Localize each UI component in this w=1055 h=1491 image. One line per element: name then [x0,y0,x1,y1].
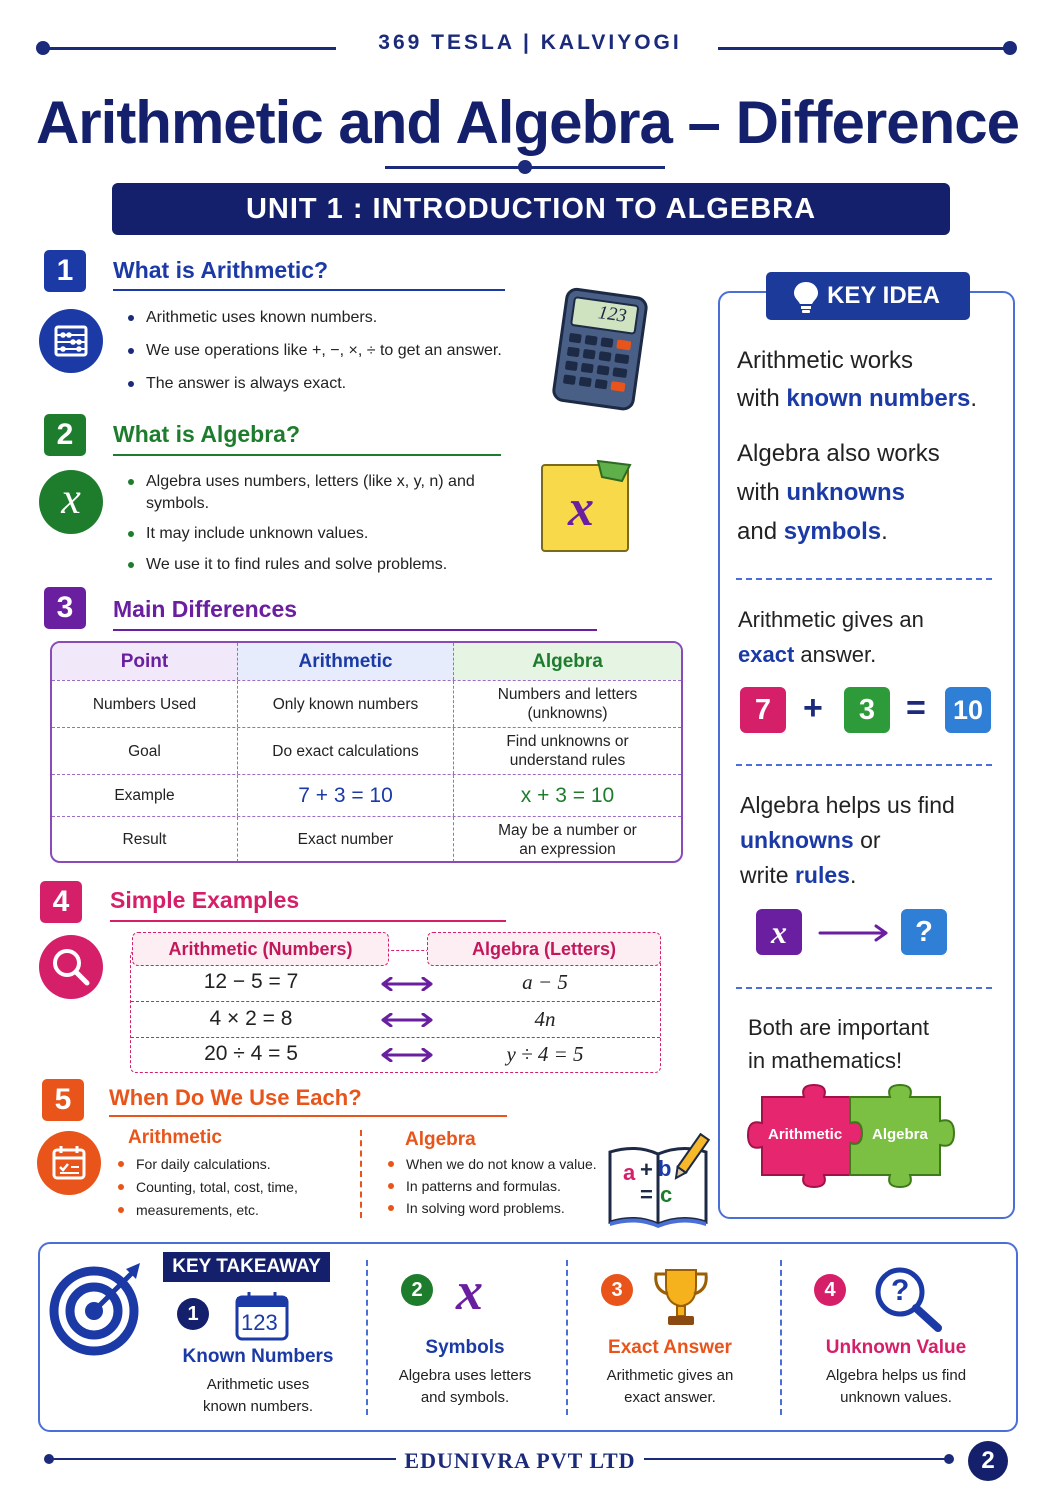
target-icon [48,1257,148,1357]
key-idea-p5: Both are important in mathematics! [748,1015,929,1073]
brand: 369 TESLA | KALVIYOGI [378,31,682,54]
list-item: Arithmetic uses known numbers. [122,307,562,329]
double-arrow-icon [381,1048,433,1062]
example-arithmetic: 20 ÷ 4 = 5 [204,1042,298,1065]
examples-head-arithmetic: Arithmetic (Numbers) [132,932,389,966]
section-1-title: What is Arithmetic? [113,257,329,283]
section-2-list [122,471,502,587]
book-pencil-icon [606,1132,712,1228]
differences-table [50,641,683,863]
use-arithmetic-title: Arithmetic [128,1127,222,1148]
examples-head-algebra: Algebra (Letters) [427,932,661,966]
takeaway-2-title: Symbols [425,1337,505,1358]
equation-three: 3 [844,687,890,733]
section-2-number: 2 [44,414,86,456]
list-item: Counting, total, cost, time, [112,1176,352,1198]
equation-plus: + [803,689,823,727]
takeaway-2-number: 2 [401,1274,433,1306]
table-cell: Result [52,817,238,862]
book-eq: = [640,1182,653,1207]
abacus-icon [39,309,103,373]
footer-company: EDUNIVRA PVT LTD [404,1448,636,1473]
list-item: The answer is always exact. [122,373,562,395]
table-cell: Goal [52,728,238,774]
calculator-icon [548,287,650,412]
section-3-rule [113,629,597,631]
magnifier-icon [39,935,103,999]
book-b: b [658,1156,672,1181]
use-divider [360,1130,362,1218]
symbol-x-icon: x [456,1261,483,1321]
takeaway-4-title: Unknown Value [825,1337,967,1358]
section-2-title: What is Algebra? [113,421,300,447]
key-idea-p4: Algebra helps us find unknowns or write rules. [740,792,955,888]
example-algebra: y ÷ 4 = 5 [506,1042,584,1066]
table-cell: x + 3 = 10 [520,784,615,807]
table-cell: May be a number or an expression [498,821,637,858]
takeaway-1 [178,1346,338,1418]
key-idea-title: KEY IDEA [766,272,970,320]
example-arithmetic: 4 × 2 = 8 [209,1007,293,1030]
book-plus: + [640,1157,653,1182]
question-mark: ? [891,1274,910,1307]
double-arrow-icon [381,1013,433,1027]
list-item: We use it to find rules and solve problems. [122,554,502,576]
table-cell: Only known numbers [238,681,454,727]
table-cell: Exact number [238,817,454,862]
table-header-algebra: Algebra [454,643,681,680]
table-cell: Find unknowns or understand rules [506,733,629,769]
calendar-icon [37,1131,101,1195]
variable-x-icon: x [39,470,103,534]
calendar-123-text: 123 [241,1310,278,1335]
section-3-number: 3 [44,587,86,629]
trophy-icon [652,1266,710,1328]
section-1-number: 1 [44,250,86,292]
list-item: In solving word problems. [382,1197,612,1219]
unknown-tile: ? [901,909,947,955]
section-5-rule [109,1115,507,1117]
sticky-note-icon [538,455,634,555]
table-cell: Numbers Used [52,681,238,727]
takeaway-3-desc: Arithmetic gives an exact answer. [606,1367,734,1406]
header-rule-left [44,47,336,50]
use-algebra-list [382,1153,612,1230]
takeaway-divider [566,1260,568,1415]
example-arithmetic: 12 − 5 = 7 [203,970,299,993]
section-3-title: Main Differences [113,596,298,622]
takeaway-divider [366,1260,368,1415]
table-header-point: Point [52,643,238,680]
table-header-arithmetic: Arithmetic [238,643,454,680]
takeaway-4 [806,1337,986,1409]
takeaway-divider [780,1260,782,1415]
key-idea-divider [736,764,992,766]
table-row [52,775,681,817]
table-header-row [52,643,681,681]
use-algebra-title: Algebra [405,1129,476,1150]
use-arithmetic-list [112,1153,352,1232]
table-row [52,817,681,862]
examples-divider [131,1037,660,1038]
takeaway-1-desc: Arithmetic uses known numbers. [202,1376,314,1415]
key-takeaway-label: KEY TAKEAWAY [163,1252,330,1282]
table-row [52,681,681,728]
table-cell: Do exact calculations [238,728,454,774]
table-cell: Example [52,775,238,816]
examples-divider [131,1001,660,1002]
takeaway-2 [385,1337,545,1409]
list-item: Algebra uses numbers, letters (like x, y, n) and symbols. [122,471,502,515]
header-dot-right [1003,41,1017,55]
page-number: 2 [968,1441,1008,1481]
key-idea-divider [736,987,992,989]
calendar-123-icon [234,1290,290,1342]
list-item: When we do not know a value. [382,1153,612,1175]
takeaway-2-desc: Algebra uses letters and symbols. [398,1367,532,1406]
double-arrow-icon [381,977,433,991]
section-5-number: 5 [42,1079,84,1121]
equation-equals: = [906,689,926,727]
section-2-rule [113,454,501,456]
takeaway-4-number: 4 [814,1274,846,1306]
table-cell: 7 + 3 = 10 [238,775,454,816]
takeaway-3 [590,1337,750,1409]
takeaway-3-number: 3 [601,1274,633,1306]
takeaway-4-desc: Algebra helps us find unknown values. [825,1367,967,1406]
table-row [52,728,681,775]
list-item: For daily calculations. [112,1153,352,1175]
equation-ten: 10 [945,687,991,733]
takeaway-1-title: Known Numbers [182,1346,334,1367]
calculator-display: 123 [596,302,628,327]
unit-banner: UNIT 1 : INTRODUCTION TO ALGEBRA [112,183,950,235]
list-item: measurements, etc. [112,1199,352,1221]
list-item: It may include unknown values. [122,523,502,545]
title-underline-dot [518,160,532,174]
key-idea-p2: Algebra also works with unknowns and symbols. [737,440,940,545]
question-magnifier-icon [872,1264,946,1334]
puzzle-label-algebra: Algebra [872,1126,928,1143]
section-1-list [122,307,562,406]
example-algebra: a − 5 [522,970,568,994]
key-idea-p3: Arithmetic gives an exact answer. [738,607,924,667]
key-idea-panel [718,291,1015,1219]
sticky-note-letter: x [568,480,594,537]
book-c: c [660,1182,673,1207]
page-title: Arithmetic and Algebra – Difference [35,89,1020,156]
list-item: In patterns and formulas. [382,1175,612,1197]
lightbulb-icon [792,280,820,314]
right-arrow-icon [818,924,890,942]
equation-seven: 7 [740,687,786,733]
section-1-rule [113,289,505,291]
takeaway-3-title: Exact Answer [608,1337,732,1358]
example-algebra: 4n [534,1007,556,1031]
list-item: We use operations like +, −, ×, ÷ to get an answer. [122,340,562,362]
puzzle-icon [740,1083,962,1189]
section-4-rule [110,920,506,922]
footer-dot-right [944,1454,954,1464]
section-4-title: Simple Examples [110,887,300,913]
key-idea-p1: Arithmetic works with known numbers. [737,347,978,412]
footer-rule-right [644,1458,948,1460]
puzzle-label-arithmetic: Arithmetic [768,1126,843,1143]
takeaway-1-number: 1 [177,1298,209,1330]
book-a: a [623,1160,636,1185]
footer-rule-left [50,1458,396,1460]
table-cell: Numbers and letters (unknowns) [497,686,638,722]
header-rule-right [718,47,1010,50]
key-idea-divider [736,578,992,580]
section-4-number: 4 [40,881,82,923]
section-5-title: When Do We Use Each? [109,1085,362,1110]
variable-tile: x [756,909,802,955]
